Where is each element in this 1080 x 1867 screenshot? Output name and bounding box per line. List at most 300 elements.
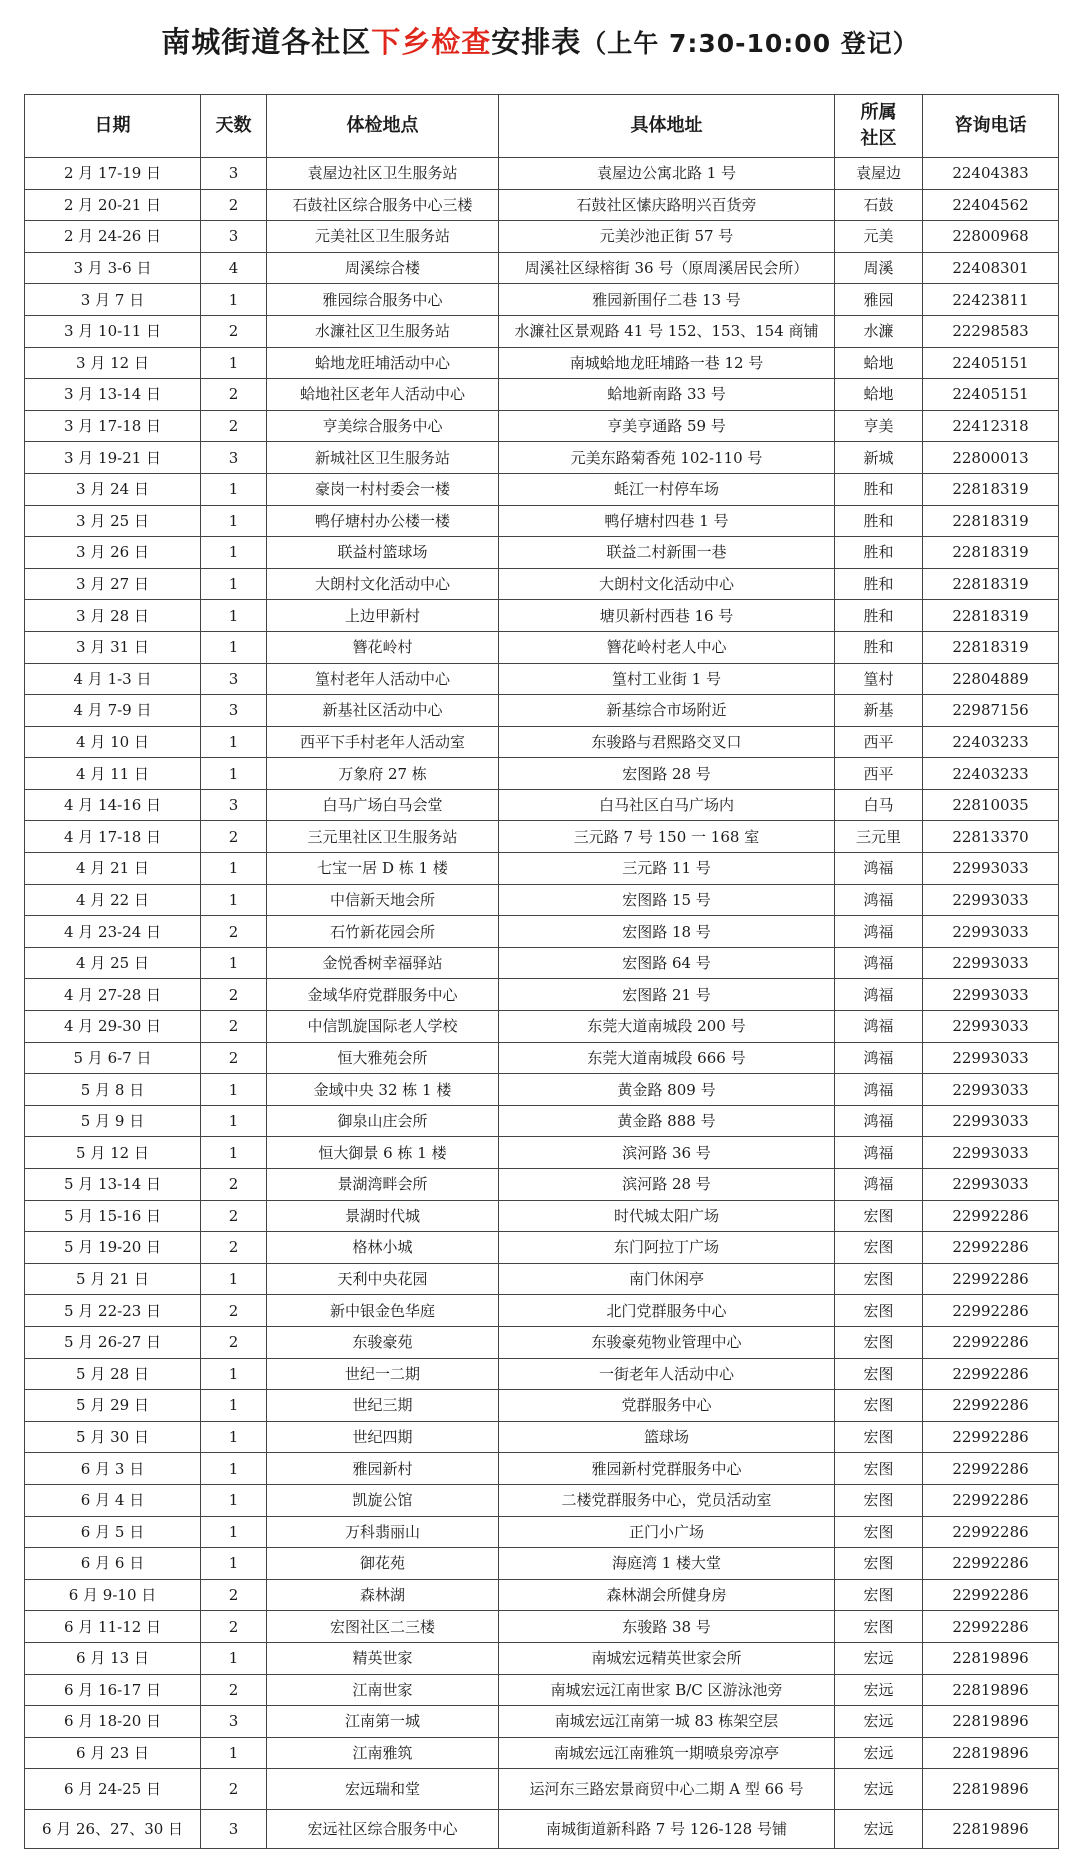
cell-days: 1 (201, 1074, 267, 1106)
cell-date: 6 月 5 日 (25, 1516, 201, 1548)
cell-address: 簪花岭村老人中心 (499, 631, 835, 663)
cell-community: 鸿福 (835, 947, 923, 979)
cell-date: 5 月 9 日 (25, 1105, 201, 1137)
cell-address: 宏图路 18 号 (499, 916, 835, 948)
cell-date: 3 月 26 日 (25, 537, 201, 569)
cell-community: 新基 (835, 695, 923, 727)
cell-address: 东门阿拉丁广场 (499, 1232, 835, 1264)
cell-date: 4 月 11 日 (25, 758, 201, 790)
cell-date: 4 月 14-16 日 (25, 789, 201, 821)
cell-community: 周溪 (835, 252, 923, 284)
cell-address: 三元路 11 号 (499, 853, 835, 885)
cell-site: 天利中央花园 (267, 1263, 499, 1295)
cell-date: 5 月 28 日 (25, 1358, 201, 1390)
cell-community: 宏图 (835, 1200, 923, 1232)
table-row (25, 1579, 1059, 1611)
cell-site: 金域中央 32 栋 1 楼 (267, 1074, 499, 1106)
cell-phone: 22992286 (923, 1263, 1059, 1295)
cell-days: 2 (201, 821, 267, 853)
cell-community: 鸿福 (835, 1105, 923, 1137)
cell-address: 南门休闲亭 (499, 1263, 835, 1295)
cell-site: 江南第一城 (267, 1706, 499, 1738)
cell-site: 世纪一二期 (267, 1358, 499, 1390)
cell-community: 宏图 (835, 1453, 923, 1485)
cell-site: 宏远社区综合服务中心 (267, 1810, 499, 1849)
cell-address: 大朗村文化活动中心 (499, 568, 835, 600)
cell-community: 雅园 (835, 284, 923, 316)
cell-date: 5 月 22-23 日 (25, 1295, 201, 1327)
cell-community: 鸿福 (835, 1074, 923, 1106)
header-date: 日期 (25, 95, 201, 158)
cell-site: 蛤地龙旺埔活动中心 (267, 347, 499, 379)
table-row (25, 1421, 1059, 1453)
cell-community: 宏图 (835, 1579, 923, 1611)
cell-phone: 22804889 (923, 663, 1059, 695)
cell-days: 1 (201, 947, 267, 979)
cell-days: 1 (201, 726, 267, 758)
cell-community: 宏远 (835, 1642, 923, 1674)
cell-phone: 22818319 (923, 537, 1059, 569)
cell-date: 2 月 17-19 日 (25, 158, 201, 190)
cell-site: 世纪四期 (267, 1421, 499, 1453)
cell-days: 1 (201, 1548, 267, 1580)
cell-phone: 22992286 (923, 1453, 1059, 1485)
cell-date: 4 月 21 日 (25, 853, 201, 885)
cell-address: 滨河路 28 号 (499, 1169, 835, 1201)
cell-address: 一街老年人活动中心 (499, 1358, 835, 1390)
cell-days: 2 (201, 1611, 267, 1643)
cell-phone: 22818319 (923, 473, 1059, 505)
cell-community: 三元里 (835, 821, 923, 853)
cell-days: 3 (201, 663, 267, 695)
cell-address: 篮球场 (499, 1421, 835, 1453)
cell-address: 森林湖会所健身房 (499, 1579, 835, 1611)
cell-days: 4 (201, 252, 267, 284)
cell-phone: 22819896 (923, 1674, 1059, 1706)
table-row (25, 1042, 1059, 1074)
cell-address: 石鼓社区愫庆路明兴百货旁 (499, 189, 835, 221)
cell-phone: 22993033 (923, 853, 1059, 885)
cell-address: 雅园新围仔二巷 13 号 (499, 284, 835, 316)
cell-community: 鸿福 (835, 884, 923, 916)
cell-days: 1 (201, 1453, 267, 1485)
cell-phone: 22992286 (923, 1579, 1059, 1611)
table-row (25, 1769, 1059, 1810)
cell-days: 2 (201, 916, 267, 948)
cell-date: 4 月 23-24 日 (25, 916, 201, 948)
cell-address: 宏图路 64 号 (499, 947, 835, 979)
cell-address: 蛤地新南路 33 号 (499, 379, 835, 411)
cell-community: 宏远 (835, 1706, 923, 1738)
cell-days: 1 (201, 1390, 267, 1422)
cell-date: 5 月 15-16 日 (25, 1200, 201, 1232)
table-row (25, 221, 1059, 253)
table-row (25, 1674, 1059, 1706)
table-row (25, 410, 1059, 442)
cell-phone: 22405151 (923, 347, 1059, 379)
table-header-row (25, 95, 1059, 158)
cell-phone: 22405151 (923, 379, 1059, 411)
cell-community: 宏图 (835, 1516, 923, 1548)
table-row (25, 1295, 1059, 1327)
cell-site: 东骏豪苑 (267, 1326, 499, 1358)
table-row (25, 631, 1059, 663)
cell-site: 元美社区卫生服务站 (267, 221, 499, 253)
cell-days: 1 (201, 1484, 267, 1516)
table-row (25, 758, 1059, 790)
cell-address: 正门小广场 (499, 1516, 835, 1548)
title-highlight: 下乡检查 (371, 25, 492, 59)
cell-date: 3 月 28 日 (25, 600, 201, 632)
cell-address: 南城街道新科路 7 号 126-128 号铺 (499, 1810, 835, 1849)
table-row (25, 1484, 1059, 1516)
cell-address: 运河东三路宏景商贸中心二期 A 型 66 号 (499, 1769, 835, 1810)
cell-community: 鸿福 (835, 1169, 923, 1201)
cell-address: 北门党群服务中心 (499, 1295, 835, 1327)
table-row (25, 1105, 1059, 1137)
table-row (25, 1642, 1059, 1674)
cell-phone: 22818319 (923, 631, 1059, 663)
cell-address: 滨河路 36 号 (499, 1137, 835, 1169)
table-row (25, 916, 1059, 948)
cell-site: 世纪三期 (267, 1390, 499, 1422)
cell-phone: 22818319 (923, 568, 1059, 600)
cell-phone: 22992286 (923, 1421, 1059, 1453)
cell-site: 豪岗一村村委会一楼 (267, 473, 499, 505)
cell-date: 6 月 6 日 (25, 1548, 201, 1580)
cell-site: 大朗村文化活动中心 (267, 568, 499, 600)
cell-phone: 22987156 (923, 695, 1059, 727)
cell-address: 南城宏远江南第一城 83 栋架空层 (499, 1706, 835, 1738)
cell-days: 1 (201, 884, 267, 916)
cell-site: 雅园综合服务中心 (267, 284, 499, 316)
table-row (25, 1263, 1059, 1295)
cell-date: 3 月 3-6 日 (25, 252, 201, 284)
cell-community: 新城 (835, 442, 923, 474)
cell-phone: 22408301 (923, 252, 1059, 284)
cell-phone: 22992286 (923, 1200, 1059, 1232)
cell-phone: 22412318 (923, 410, 1059, 442)
table-row (25, 695, 1059, 727)
cell-date: 6 月 11-12 日 (25, 1611, 201, 1643)
cell-phone: 22992286 (923, 1232, 1059, 1264)
title-time-note: （上午 7:30-10:00 登记） (581, 29, 919, 58)
table-row (25, 568, 1059, 600)
header-community (835, 95, 923, 158)
cell-site: 西平下手村老年人活动室 (267, 726, 499, 758)
cell-community: 宏图 (835, 1295, 923, 1327)
cell-site: 簪花岭村 (267, 631, 499, 663)
cell-site: 石鼓社区综合服务中心三楼 (267, 189, 499, 221)
cell-days: 2 (201, 1769, 267, 1810)
cell-date: 3 月 31 日 (25, 631, 201, 663)
cell-phone: 22992286 (923, 1548, 1059, 1580)
cell-community: 蛤地 (835, 379, 923, 411)
cell-community: 宏远 (835, 1674, 923, 1706)
cell-phone: 22819896 (923, 1706, 1059, 1738)
cell-address: 南城宏远江南世家 B/C 区游泳池旁 (499, 1674, 835, 1706)
cell-days: 2 (201, 1326, 267, 1358)
cell-site: 蛤地社区老年人活动中心 (267, 379, 499, 411)
table-row (25, 1611, 1059, 1643)
table-row (25, 979, 1059, 1011)
cell-date: 5 月 19-20 日 (25, 1232, 201, 1264)
cell-date: 5 月 21 日 (25, 1263, 201, 1295)
cell-date: 4 月 29-30 日 (25, 1011, 201, 1043)
table-row (25, 1453, 1059, 1485)
table-row (25, 189, 1059, 221)
header-days: 天数 (201, 95, 267, 158)
header-community-line2: 社区 (860, 128, 897, 149)
cell-date: 3 月 7 日 (25, 284, 201, 316)
cell-address: 亨美亨通路 59 号 (499, 410, 835, 442)
cell-address: 蚝江一村停车场 (499, 473, 835, 505)
table-row (25, 821, 1059, 853)
cell-date: 3 月 27 日 (25, 568, 201, 600)
cell-site: 宏图社区二三楼 (267, 1611, 499, 1643)
cell-days: 2 (201, 1232, 267, 1264)
cell-site: 周溪综合楼 (267, 252, 499, 284)
cell-site: 宏远瑞和堂 (267, 1769, 499, 1810)
cell-date: 3 月 24 日 (25, 473, 201, 505)
cell-date: 5 月 30 日 (25, 1421, 201, 1453)
cell-community: 胜和 (835, 537, 923, 569)
cell-site: 亨美综合服务中心 (267, 410, 499, 442)
cell-date: 4 月 25 日 (25, 947, 201, 979)
cell-community: 宏图 (835, 1484, 923, 1516)
cell-address: 黄金路 888 号 (499, 1105, 835, 1137)
cell-community: 鸿福 (835, 1042, 923, 1074)
cell-phone: 22992286 (923, 1295, 1059, 1327)
cell-community: 蛤地 (835, 347, 923, 379)
cell-date: 2 月 24-26 日 (25, 221, 201, 253)
cell-phone: 22992286 (923, 1516, 1059, 1548)
cell-date: 2 月 20-21 日 (25, 189, 201, 221)
cell-days: 1 (201, 1263, 267, 1295)
cell-site: 七宝一居 D 栋 1 楼 (267, 853, 499, 885)
cell-date: 5 月 6-7 日 (25, 1042, 201, 1074)
cell-phone: 22992286 (923, 1484, 1059, 1516)
cell-address: 党群服务中心 (499, 1390, 835, 1422)
cell-days: 1 (201, 1105, 267, 1137)
cell-date: 6 月 9-10 日 (25, 1579, 201, 1611)
cell-date: 6 月 16-17 日 (25, 1674, 201, 1706)
cell-address: 二楼党群服务中心，党员活动室 (499, 1484, 835, 1516)
cell-site: 水濂社区卫生服务站 (267, 315, 499, 347)
cell-date: 4 月 10 日 (25, 726, 201, 758)
cell-site: 中信新天地会所 (267, 884, 499, 916)
cell-community: 胜和 (835, 631, 923, 663)
cell-phone: 22992286 (923, 1390, 1059, 1422)
cell-address: 三元路 7 号 150 一 168 室 (499, 821, 835, 853)
cell-days: 2 (201, 1200, 267, 1232)
cell-days: 1 (201, 631, 267, 663)
cell-community: 元美 (835, 221, 923, 253)
cell-date: 6 月 13 日 (25, 1642, 201, 1674)
cell-phone: 22818319 (923, 505, 1059, 537)
cell-days: 2 (201, 1011, 267, 1043)
cell-address: 篁村工业街 1 号 (499, 663, 835, 695)
cell-site: 万象府 27 栋 (267, 758, 499, 790)
cell-phone: 22819896 (923, 1769, 1059, 1810)
cell-days: 3 (201, 221, 267, 253)
cell-address: 新基综合市场附近 (499, 695, 835, 727)
cell-date: 5 月 13-14 日 (25, 1169, 201, 1201)
cell-site: 白马广场白马会堂 (267, 789, 499, 821)
cell-community: 胜和 (835, 473, 923, 505)
table-row (25, 1548, 1059, 1580)
cell-site: 中信凯旋国际老人学校 (267, 1011, 499, 1043)
cell-date: 6 月 26、27、30 日 (25, 1810, 201, 1849)
cell-phone: 22800013 (923, 442, 1059, 474)
table-row (25, 1011, 1059, 1043)
cell-community: 宏图 (835, 1326, 923, 1358)
cell-community: 鸿福 (835, 1011, 923, 1043)
cell-site: 景湖湾畔会所 (267, 1169, 499, 1201)
table-row (25, 1358, 1059, 1390)
cell-days: 2 (201, 1674, 267, 1706)
title-part3: 安排表 (491, 25, 582, 59)
table-row (25, 1810, 1059, 1849)
cell-days: 1 (201, 537, 267, 569)
table-row (25, 1137, 1059, 1169)
table-row (25, 379, 1059, 411)
cell-phone: 22993033 (923, 1137, 1059, 1169)
table-row (25, 726, 1059, 758)
cell-days: 2 (201, 189, 267, 221)
table-row (25, 663, 1059, 695)
cell-days: 3 (201, 1706, 267, 1738)
cell-date: 6 月 23 日 (25, 1737, 201, 1769)
cell-date: 6 月 18-20 日 (25, 1706, 201, 1738)
cell-community: 篁村 (835, 663, 923, 695)
cell-site: 篁村老年人活动中心 (267, 663, 499, 695)
cell-community: 西平 (835, 758, 923, 790)
cell-site: 江南雅筑 (267, 1737, 499, 1769)
cell-phone: 22993033 (923, 1105, 1059, 1137)
table-row (25, 1390, 1059, 1422)
cell-community: 宏图 (835, 1232, 923, 1264)
table-row (25, 1200, 1059, 1232)
cell-date: 3 月 25 日 (25, 505, 201, 537)
cell-site: 联益村篮球场 (267, 537, 499, 569)
cell-community: 白马 (835, 789, 923, 821)
cell-phone: 22992286 (923, 1358, 1059, 1390)
cell-site: 凯旋公馆 (267, 1484, 499, 1516)
cell-community: 石鼓 (835, 189, 923, 221)
cell-community: 宏图 (835, 1548, 923, 1580)
cell-address: 东骏豪苑物业管理中心 (499, 1326, 835, 1358)
cell-community: 西平 (835, 726, 923, 758)
cell-site: 袁屋边社区卫生服务站 (267, 158, 499, 190)
cell-date: 6 月 4 日 (25, 1484, 201, 1516)
cell-days: 2 (201, 315, 267, 347)
table-row (25, 252, 1059, 284)
cell-community: 亨美 (835, 410, 923, 442)
cell-phone: 22819896 (923, 1737, 1059, 1769)
cell-address: 水濂社区景观路 41 号 152、153、154 商铺 (499, 315, 835, 347)
table-row (25, 1074, 1059, 1106)
cell-site: 森林湖 (267, 1579, 499, 1611)
cell-address: 雅园新村党群服务中心 (499, 1453, 835, 1485)
cell-address: 南城宏远精英世家会所 (499, 1642, 835, 1674)
table-row (25, 315, 1059, 347)
cell-days: 1 (201, 505, 267, 537)
cell-site: 金域华府党群服务中心 (267, 979, 499, 1011)
cell-days: 1 (201, 1516, 267, 1548)
cell-days: 3 (201, 695, 267, 727)
header-address: 具体地址 (499, 95, 835, 158)
cell-days: 1 (201, 758, 267, 790)
table-row (25, 884, 1059, 916)
cell-phone: 22819896 (923, 1810, 1059, 1849)
cell-address: 塘贝新村西巷 16 号 (499, 600, 835, 632)
cell-days: 1 (201, 1358, 267, 1390)
cell-days: 1 (201, 284, 267, 316)
cell-days: 1 (201, 1737, 267, 1769)
cell-days: 2 (201, 1295, 267, 1327)
cell-community: 宏图 (835, 1421, 923, 1453)
cell-site: 上边甲新村 (267, 600, 499, 632)
schedule-table (24, 94, 1059, 1849)
cell-address: 海庭湾 1 楼大堂 (499, 1548, 835, 1580)
cell-community: 胜和 (835, 505, 923, 537)
cell-community: 宏远 (835, 1810, 923, 1849)
cell-days: 1 (201, 568, 267, 600)
cell-address: 周溪社区绿榕街 36 号（原周溪居民会所） (499, 252, 835, 284)
cell-date: 4 月 7-9 日 (25, 695, 201, 727)
table-row (25, 505, 1059, 537)
cell-phone: 22992286 (923, 1326, 1059, 1358)
cell-days: 3 (201, 158, 267, 190)
table-row (25, 158, 1059, 190)
cell-date: 4 月 1-3 日 (25, 663, 201, 695)
cell-address: 东骏路 38 号 (499, 1611, 835, 1643)
cell-phone: 22993033 (923, 884, 1059, 916)
cell-address: 元美东路菊香苑 102-110 号 (499, 442, 835, 474)
cell-date: 4 月 22 日 (25, 884, 201, 916)
cell-community: 鸿福 (835, 1137, 923, 1169)
cell-date: 5 月 8 日 (25, 1074, 201, 1106)
table-row (25, 600, 1059, 632)
cell-date: 5 月 12 日 (25, 1137, 201, 1169)
cell-phone: 22993033 (923, 1074, 1059, 1106)
table-row (25, 1232, 1059, 1264)
cell-days: 1 (201, 600, 267, 632)
cell-date: 3 月 13-14 日 (25, 379, 201, 411)
cell-phone: 22993033 (923, 1169, 1059, 1201)
header-community-line1: 所属 (860, 102, 897, 123)
table-row (25, 473, 1059, 505)
cell-date: 4 月 27-28 日 (25, 979, 201, 1011)
cell-days: 2 (201, 1579, 267, 1611)
cell-community: 胜和 (835, 568, 923, 600)
cell-address: 东莞大道南城段 200 号 (499, 1011, 835, 1043)
cell-community: 宏图 (835, 1611, 923, 1643)
cell-address: 黄金路 809 号 (499, 1074, 835, 1106)
cell-days: 1 (201, 853, 267, 885)
table-row (25, 284, 1059, 316)
cell-community: 宏远 (835, 1737, 923, 1769)
cell-date: 4 月 17-18 日 (25, 821, 201, 853)
cell-phone: 22993033 (923, 979, 1059, 1011)
cell-community: 鸿福 (835, 916, 923, 948)
table-row (25, 1706, 1059, 1738)
cell-address: 宏图路 28 号 (499, 758, 835, 790)
cell-site: 恒大雅苑会所 (267, 1042, 499, 1074)
cell-days: 2 (201, 979, 267, 1011)
cell-days: 1 (201, 1421, 267, 1453)
